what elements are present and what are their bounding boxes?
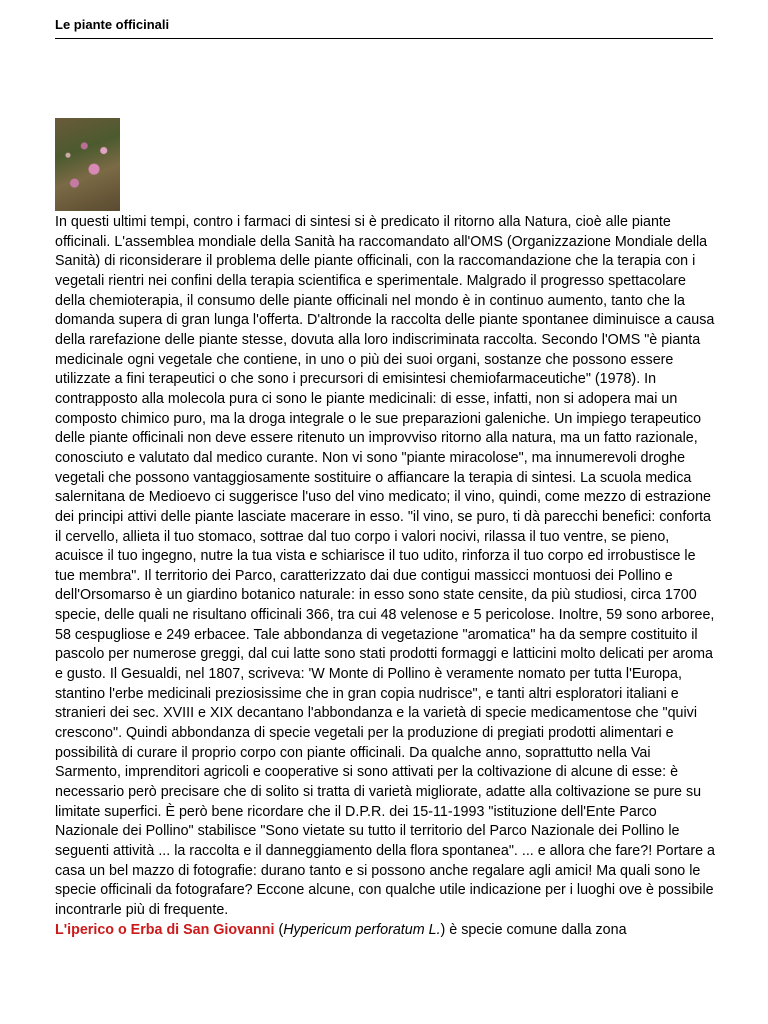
lead-continuation: ) è specie comune dalla zona [440, 921, 627, 938]
page-title: Le piante officinali [55, 17, 170, 32]
article-body [55, 213, 718, 940]
species-name: Hypericum perforatum L. [283, 921, 441, 938]
lead-open-paren: ( [274, 921, 284, 938]
page-header [55, 16, 713, 39]
article-paragraph: In questi ultimi tempi, contro i farmaci di sintesi si è predicato il ritorno alla Natura, cioè alle piante officinali. L'assemblea mondiale della Sanità ha raccomandato all'OMS (Organizzazione Mondiale della Sanità) di riconsiderare il problema delle piante officinali, con la raccomandazione che la terapia con i vegetali rientri nei confini della terapia scientifica e sperimentale. Malgrado il progresso spettacolare della chemioterapia, il consumo delle piante officinali nel mondo è in continuo aumento, tanto che la domanda supera di gran lunga l'offerta. D'altronde la raccolta delle piante spontanee diminuisce a causa della rarefazione delle piante stesse, dovuta alla loro indiscriminata raccolta. Secondo l'OMS "è pianta medicinale ogni vegetale che contiene, in uno o più dei suoi organi, sostanze che possono essere utilizzate a fini terapeutici o che sono i precursori di emisintesi chemiofarmaceutiche" (1978). In contrapposto alla molecola pura ci sono le piante medicinali: di esse, infatti, non si adopera mai un composto chimico puro, ma la droga integrale o le sue preparazioni galeniche. Un impiego terapeutico delle piante officinali non deve essere ritenuto un improvviso ritorno alla natura, ma un fatto razionale, conosciuto e valutato dal medico curante. Non vi sono "piante miracolose", ma innumerevoli droghe vegetali che possono vantaggiosamente sostituire o affiancare la terapia di sintesi. La scuola medica salernitana de Medioevo ci suggerisce l'uso del vino medicato; il vino, quindi, come mezzo di estrazione dei principi attivi delle piante lasciate macerare in esso. "il vino, se puro, ti dà parecchi benefici: conforta il cervello, allieta il tuo stomaco, sottrae dal tuo corpo i valori nocivi, rilassa il tuo ventre, se pieno, acuisce il tuo ingegno, nutre la tua vista e schiarisce il tuo udito, rinforza il tuo corpo ed irrobustisce le tue membra". Il territorio dei Parco, caratterizzato dai due contigui massicci montuosi dei Pollino e dell'Orsomarso è un giardino botanico naturale: in esso sono state censite, da più studiosi, circa 1700 specie, delle quali ne risultano officinali 366, tra cui 48 velenose e 5 pericolose. Inoltre, 59 sono arboree, 58 cespugliose e 249 erbacee. Tale abbondanza di vegetazione "aromatica" ha da sempre costituito il pascolo per numerose greggi, dal cui latte sono stati prodotti formaggi e latticini molto delicati per aroma e gusto. Il Gesualdi, nel 1807, scriveva: 'W Monte di Pollino è veramente nomato per tutta l'Europa, stantino l'erbe medicinali preziosissime che in gran copia nudrisce", e tanti altri esploratori italiani e stranieri dei sec. XVIII e XIX decantano l'abbondanza e la varietà di specie medicamentose che "quivi crescono". Quindi abbondanza di specie vegetali per la produzione di pregiati prodotti alimentari e possibilità di curare il proprio corpo con piante officinali. Da qualche anno, soprattutto nella Vai Sarmento, imprenditori agricoli e cooperative si sono attivati per la coltivazione di alcune di esse: è necessario però precisare che di solito si tratta di varietà migliorate, adatte alla coltivazione se pure su limitate superfici. È però bene ricordare che il D.P.R. dei 15-11-1993 "istituzione dell'Ente Parco Nazionale dei Pollino" stabilisce "Sono vietate su tutto il territorio del Parco Nazionale dei Pollino le seguenti attività ... la raccolta e il danneggiamento della flora spontanea". ... e allora che fare?! Portare a casa un bel mazzo di fotografie: durano tanto e si possono anche regalare agli amici! Ma quali sono le specie officinali da fotografare? Eccone alcune, con qualche utile indicazione per i luoghi ove è possibile incontrarle più di frequente. [55, 214, 715, 918]
plant-photo [55, 118, 120, 211]
section-title-iperico: L'iperico o Erba di San Giovanni [55, 921, 275, 938]
